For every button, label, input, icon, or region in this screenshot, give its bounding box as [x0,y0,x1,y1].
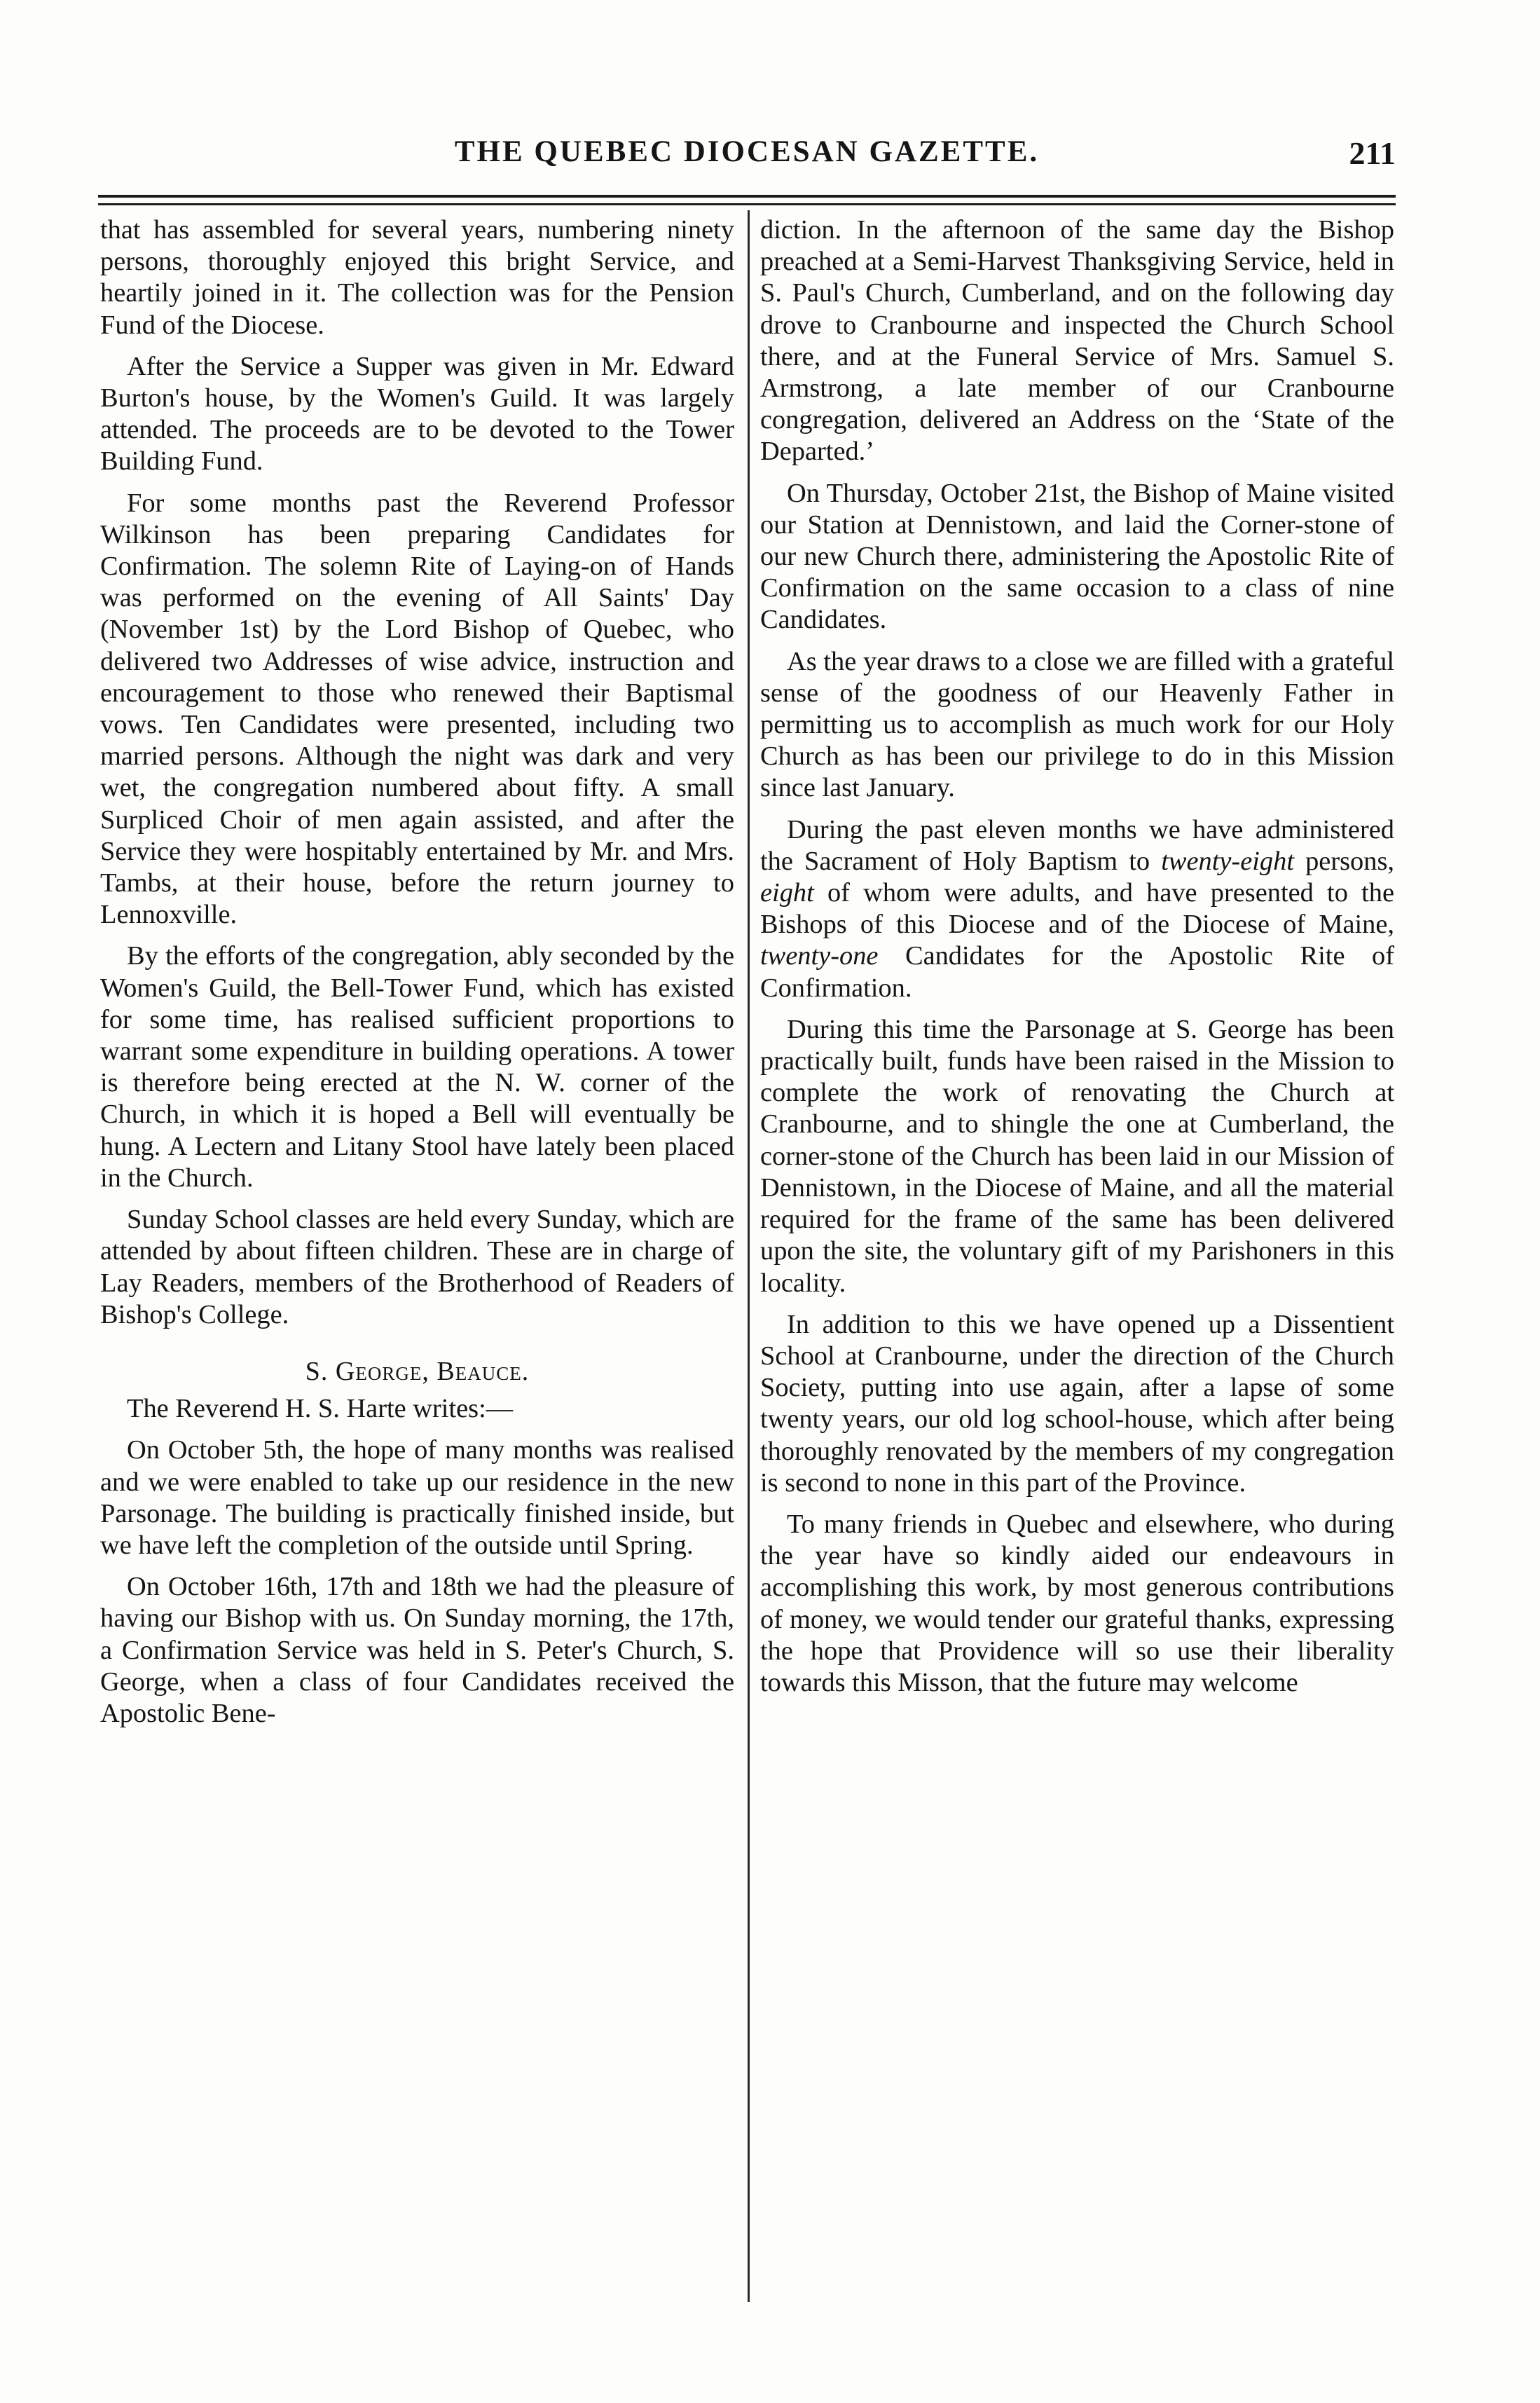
page-number: 211 [1349,135,1396,171]
text-run: of whom were adults, and have presented to the Bishops of this Diocese and of the Diocese of Maine, [760,878,1394,940]
paragraph: For some months past the Reverend Professor Wilkinson has been preparing Candidates for Confirmation. The solemn Rite of Laying-on of Hands was performed on the evening of All Saints' Day (November 1st) by the Lord Bishop of Quebec, who delivered two Addresses of wise advice, instruction and encouragement to those who renewed their Baptismal vows. Ten Candidates were presented, including two married persons. Although the night was dark and very wet, the congregation numbered about fifty. A small Surpliced Choir of men again assisted, and after the Service they were hospitably entertained by Mr. and Mrs. Tambs, at their house, before the return journey to Lennoxville. [100,488,734,930]
text-run: Candidates for the Apostolic Rite of Confirmation. [760,941,1394,1003]
running-head [98,135,1396,177]
right-column [760,214,1394,1709]
paragraph: On October 16th, 17th and 18th we had the pleasure of having our Bishop with us. On Sunday morning, the 17th, a Confirmation Service was held in S. Peter's Church, S. George, when a class of four Candidates received the Apostolic Bene- [100,1572,734,1728]
italic-number: twenty-one [760,941,879,971]
italic-number: eight [760,878,814,908]
paragraph: On Thursday, October 21st, the Bishop of Maine visited our Station at Dennistown, and laid the Corner-stone of our new Church there, administering the Apostolic Rite of Confirmation on the same occasion to a class of nine Candidates. [760,478,1394,635]
paragraph: As the year draws to a close we are filled with a grateful sense of the goodness of our Heavenly Father in permitting us to accomplish as much work for our Holy Church as has been our privilege to do in this Mission since last January. [760,646,1394,803]
paragraph [760,814,1394,1004]
paragraph: After the Service a Supper was given in Mr. Edward Burton's house, by the Women's Guild. It was largely attended. The proceeds are to be devoted to the Tower Building Fund. [100,351,734,477]
paragraph: The Reverend H. S. Harte writes:— [127,1394,514,1424]
header-rule-top [98,195,1396,198]
left-column [100,214,734,1739]
paragraph: Sunday School classes are held every Sunday, which are attended by about fifteen children. These are in charge of Lay Readers, members of the Brotherhood of Readers of Bishop's College. [100,1205,734,1329]
paragraph: On October 5th, the hope of many months was realised and we were enabled to take up our residence in the new Parsonage. The building is practically finished inside, but we have left the completion of the outside until Spring. [100,1435,734,1560]
paragraph: By the efforts of the congregation, ably seconded by the Women's Guild, the Bell-Tower Fund, which has existed for some time, has realised sufficient proportions to warrant some expenditure in building operations. A tower is therefore being erected at the N. W. corner of the Church, in which it is hoped a Bell will eventually be hung. A Lectern and Litany Stool have lately been placed in the Church. [100,941,734,1193]
paragraph: that has assembled for several years, numbering ninety persons, thoroughly enjoyed this bright Service, and heartily joined in it. The collection was for the Pension Fund of the Diocese. [100,215,734,340]
text-run: During the past eleven months we have administered the Sacrament of Holy Baptism to [760,814,1394,876]
section-heading: S. George, Beauce. [305,1356,530,1386]
italic-number: twenty-eight [1161,846,1294,876]
paragraph: To many friends in Quebec and elsewhere, who during the year have so kindly aided our endeavours in accomplishing this work, by most generous contributions of money, we would tender our grateful thanks, expressing the hope that Providence will so use their liberality towards this Misson, that the future may welcome [760,1509,1394,1697]
journal-title: THE QUEBEC DIOCESAN GAZETTE. [454,135,1040,168]
paragraph: In addition to this we have opened up a Dissentient School at Cranbourne, under the direction of the Church Society, putting into use again, after a lapse of some twenty years, our old log school-house, which after being thoroughly renovated by the members of my congregation is second to none in this part of the Province. [760,1309,1394,1498]
header-rule-bottom [98,203,1396,205]
paragraph: diction. In the afternoon of the same day the Bishop preached at a Semi-Harvest Thanksgiving Service, held in S. Paul's Church, Cumberland, and on the following day drove to Cranbourne and inspected the Church School there, and at the Funeral Service of Mrs. Samuel S. Armstrong, a late member of our Cranbourne congregation, delivered an Address on the ‘State of the Departed.’ [760,215,1394,467]
column-divider [748,210,750,2302]
paragraph: During this time the Parsonage at S. George has been practically built, funds have been raised in the Mission to complete the work of renovating the Church at Cranbourne, and to shingle the one at Cumberland, the corner-stone of the Church has been laid in our Mission of Dennistown, in the Diocese of Maine, and all the material required for the frame of the same has been delivered upon the site, the voluntary gift of my Parishoners in this locality. [760,1014,1394,1298]
text-run: persons, [1293,846,1394,876]
